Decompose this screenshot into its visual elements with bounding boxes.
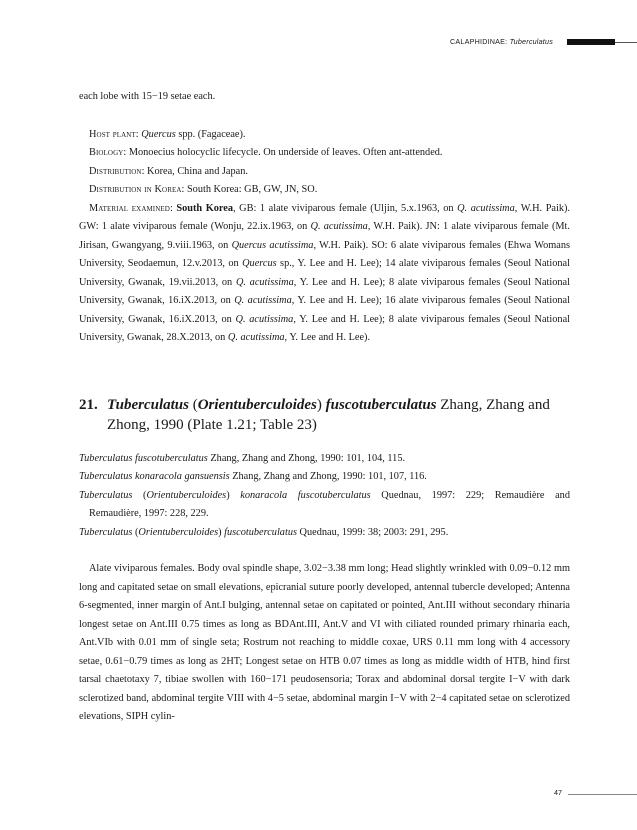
intro-line: each lobe with 15−19 setae each. — [79, 91, 216, 102]
host-species: Q. acutissima — [227, 332, 285, 343]
material-text: sp., Y. Lee and H. Lee); 14 alate viviparous females (Seoul National University, Gwanak, 19.vii.2013, on — [79, 258, 570, 288]
distribution-korea-entry — [79, 181, 570, 200]
host-plant-entry: Host plant: Quercus spp. (Fagaceae). — [89, 128, 246, 140]
footer-rule — [568, 794, 637, 795]
distribution-korea-label: Distribution in Korea — [89, 184, 182, 195]
material-text: , W.H. Paik). JN: 1 alate viviparous female (Mt. Jirisan, Gwangyang, 9.viii.1963, on — [79, 221, 570, 251]
header-bar — [567, 39, 615, 45]
header-genus: Tuberculatus — [509, 37, 553, 46]
species-genus: Tuberculatus — [107, 396, 189, 413]
host-species: Q. acutissima — [234, 295, 292, 306]
material-text: , W.H. Paik). GW: 1 alate viviparous female (Wonju, 22.ix.1963, on — [79, 202, 571, 232]
material-text: , GB: 1 alate viviparous female (Uljin, 5.x.1963, on — [233, 202, 458, 214]
host-species: Quercus — [242, 258, 277, 269]
species-heading-line-1: 21. Tuberculatus (Orientuberculoides) fuscotuberculatus Zhang, Zhang and — [79, 395, 570, 416]
material-text: , Y. Lee and H. Lee); 16 alate viviparous females (Seoul National University, Gwanak, 16.iX.2013, on — [79, 295, 570, 325]
synonym-genus: Tuberculatus — [79, 489, 133, 501]
distribution-entry — [79, 163, 570, 182]
host-plant-genus: Quercus — [141, 128, 176, 140]
synonym-entry: Tuberculatus (Orientuberculoides) konaracola fuscotuberculatus Quednau, 1997: 229; Remaudière and — [79, 489, 570, 501]
description-paragraph: Alate viviparous females. Body oval spindle shape, 3.02−3.38 mm long; Head slightly wrinkled with 0.09−0.12 mm long and capitated setae on small elevations, epicranial suture poorly developed, antennal tubercle developed; Antenna 6-segmented, inner margin of Ant.I bulging, antennal setae on capitated or pointed, Ant.III without secondary rhinaria longest setae on Ant.III 0.75 times as long as BDAnt.III, Ant.V and VI with ciliated rounded primary rhinaria each, Ant.VIb with 0.01 mm of single seta; Rostrum not reaching to middle coxae, URS 0.11 mm long with 4 accessory setae, 0.61−0.79 times as long as 2HT; Longest setae on HTB 0.07 times as long as middle width of HTB, hind first tarsal chaetotaxy 7, tibiae swollen with 160−171 peudosensoria; Torax and abdominal dorsal tergite I−V with dark sclerotized band, abdominal tergite VIII with 4−5 setae, abdominal margin I−V with 2−4 capitated setae on sclerotized elevations, SIPH cylin- — [79, 563, 570, 722]
material-examined-entry: Material examined: South Korea, GB: 1 alate viviparous female (Uljin, 5.x.1963, on Q. acutissima, W.H. Paik). GW: 1 alate viviparous female (Wonju, 22.ix.1963, on Q. acutissima, W.H. Paik). JN: 1 alate viviparous female (Mt. Jirisan, Gwangyang, 9.viii.1963, on Quercus acutissima, W.H. Paik). SO: 6 alate viviparous females (Ehwa Womans University, Seodaemun, 12.v.2013, on Quercus sp., Y. Lee and H. Lee); 14 alate viviparous females (Seoul National University, Gwanak, 19.vii.2013, on Q. acutissima, Y. Lee and H. Lee); 8 alate viviparous females (Seoul National University, Gwanak, 16.iX.2013, on Q. acutissima, Y. Lee and H. Lee); 16 alate viviparous females (Seoul National University, Gwanak, 16.iX.2013, on Q. acutissima, Y. Lee and H. Lee); 8 alate viviparous females (Seoul National University, Gwanak, 28.X.2013, on Q. acutissima, Y. Lee and H. Lee). — [79, 202, 571, 343]
synonym-name: Tuberculatus fuscotuberculatus — [79, 452, 208, 464]
material-text: , Y. Lee and H. Lee). — [284, 332, 371, 343]
synonym-subgenus: Orientuberculoides — [138, 526, 219, 538]
synonym-name: konaracola fuscotuberculatus — [240, 489, 371, 501]
synonymy-list — [79, 450, 570, 543]
host-species: Q. acutissima — [457, 202, 515, 214]
synonym-entry — [79, 468, 570, 487]
material-text: , Y. Lee and H. Lee); 8 alate viviparous females (Seoul National University, Gwanak, 16.iX.2013, on — [79, 276, 570, 306]
biology-entry — [79, 144, 570, 163]
synonym-entry: Tuberculatus (Orientuberculoides) fuscotuberculatus Quednau, 1999: 38; 2003: 291, 295. — [79, 526, 449, 538]
species-subgenus: Orientuberculoides — [197, 396, 317, 413]
running-header-text — [450, 37, 553, 47]
synonym-subgenus: Orientuberculoides — [146, 489, 227, 501]
material-country: South Korea — [176, 202, 233, 214]
page-body — [79, 88, 570, 727]
header-section: CALAPHIDINAE: — [450, 37, 508, 46]
distribution-text: : Korea, China and Japan. — [141, 165, 248, 177]
synonym-name: fuscotuberculatus — [224, 526, 297, 538]
species-heading — [79, 395, 570, 436]
species-epithet: fuscotuberculatus — [325, 396, 437, 413]
material-label: Material examined — [89, 202, 170, 214]
material-text: , Y. Lee and H. Lee); 8 alate viviparous females (Seoul National University, Gwanak, 28.X.2013, on — [79, 313, 570, 343]
synonym-continuation: Remaudière, 1997: 228, 229. — [89, 508, 209, 519]
host-species: Q. acutissima — [235, 276, 294, 288]
species-records — [79, 126, 570, 348]
host-plant-label: Host plant — [89, 128, 136, 140]
species-number: 21. — [79, 396, 98, 413]
host-species: Q. acutissima — [310, 221, 368, 232]
synonym-entry — [79, 450, 570, 469]
species-authors: Zhang, Zhang and — [436, 396, 550, 413]
material-text: , W.H. Paik). SO: 6 alate viviparous females (Ehwa Womans University, Seodaemun, 12.v.2013, on — [79, 239, 570, 269]
host-species: Quercus acutissima — [231, 239, 314, 251]
header-rule — [615, 42, 637, 43]
distribution-label: Distribution — [89, 165, 142, 177]
synonym-name: Tuberculatus konaracola gansuensis — [79, 471, 230, 482]
synonym-citation: Zhang, Zhang and Zhong, 1990: 101, 107, 116. — [229, 471, 427, 482]
host-plant-text: spp. (Fagaceae). — [175, 128, 246, 140]
running-header — [0, 37, 637, 47]
biology-text: : Monoecius holocyclic lifecycle. On underside of leaves. Often ant-attended. — [123, 147, 443, 158]
distribution-korea-text: : South Korea: GB, GW, JN, SO. — [181, 184, 318, 195]
synonym-genus: Tuberculatus — [79, 526, 133, 538]
host-species: Q. acutissima — [235, 313, 294, 325]
biology-label: Biology — [89, 147, 124, 158]
synonym-citation: Zhang, Zhang and Zhong, 1990: 101, 104, 115. — [207, 452, 406, 464]
species-heading-line-2: Zhong, 1990 (Plate 1.21; Table 23) — [107, 417, 317, 433]
page-number: 47 — [554, 788, 562, 797]
synonym-citation: Quednau, 1999: 38; 2003: 291, 295. — [296, 526, 449, 538]
synonym-citation: Quednau, 1997: 229; Remaudière and — [370, 489, 570, 501]
